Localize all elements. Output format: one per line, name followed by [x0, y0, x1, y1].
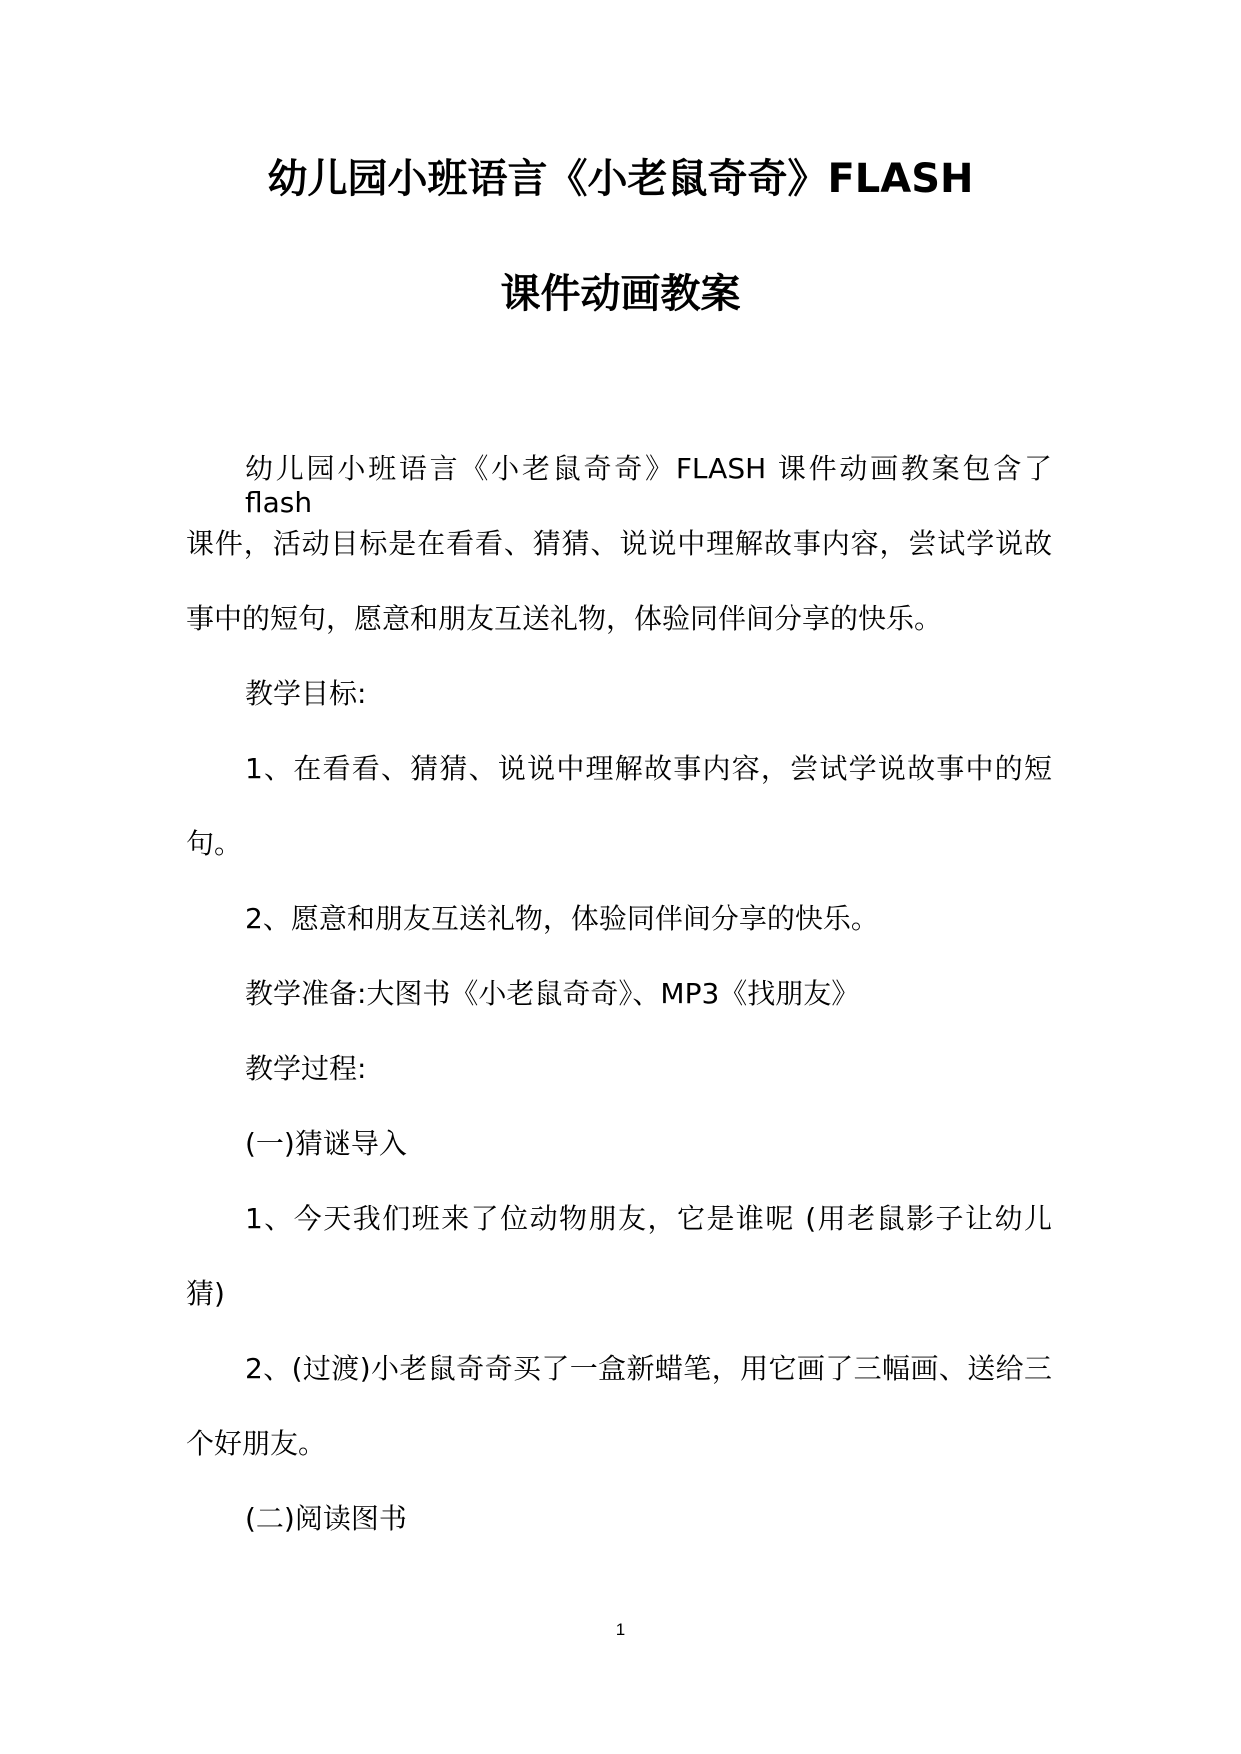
goal-1-line-2: 句。: [186, 827, 243, 860]
step-1-line-2: 猜): [186, 1277, 225, 1310]
intro-line-1: 幼儿园小班语言《小老鼠奇奇》FLASH 课件动画教案包含了 flash: [245, 452, 1052, 519]
goal-2: 2、愿意和朋友互送礼物，体验同伴间分享的快乐。: [245, 902, 879, 935]
intro-line-3: 事中的短句，愿意和朋友互送礼物，体验同伴间分享的快乐。: [186, 602, 943, 635]
section-1-heading: (一)猜谜导入: [245, 1127, 407, 1160]
page-number: 1: [615, 1620, 626, 1639]
preparation: 教学准备:大图书《小老鼠奇奇》、MP3《找朋友》: [245, 977, 860, 1010]
document-title-line-2: 课件动画教案: [500, 271, 741, 317]
section-2-heading: (二)阅读图书: [245, 1502, 407, 1535]
goals-heading: 教学目标:: [245, 677, 367, 710]
step-1-line-1: 1、今天我们班来了位动物朋友，它是谁呢 (用老鼠影子让幼儿: [245, 1202, 1052, 1235]
step-2-line-1: 2、(过渡)小老鼠奇奇买了一盒新蜡笔，用它画了三幅画、送给三: [245, 1352, 1052, 1385]
goal-1-line-1: 1、在看看、猜猜、说说中理解故事内容，尝试学说故事中的短: [245, 752, 1052, 785]
step-2-line-2: 个好朋友。: [186, 1427, 327, 1460]
process-heading: 教学过程:: [245, 1052, 367, 1085]
document-title-line-1: 幼儿园小班语言《小老鼠奇奇》FLASH: [267, 156, 974, 202]
intro-line-2: 课件，活动目标是在看看、猜猜、说说中理解故事内容，尝试学说故: [186, 527, 1052, 560]
